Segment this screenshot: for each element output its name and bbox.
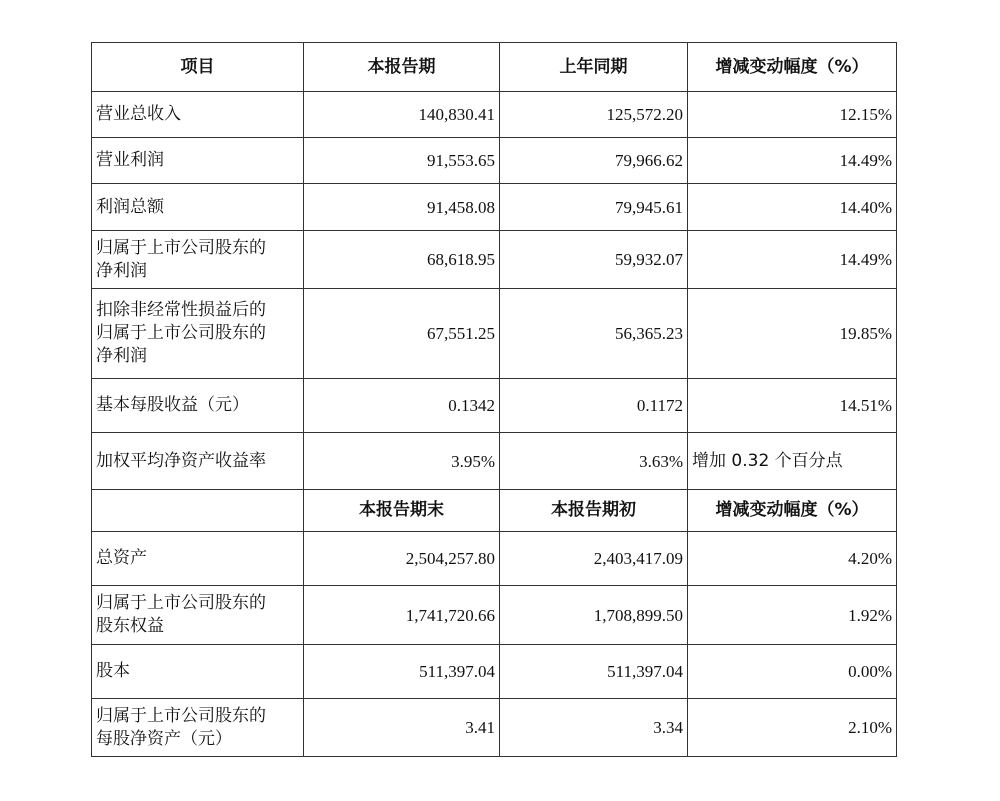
row-label: 营业利润 xyxy=(92,138,304,184)
prior-value: 2,403,417.09 xyxy=(500,532,688,586)
table-header-row xyxy=(92,43,897,92)
prior-value: 125,572.20 xyxy=(500,92,688,138)
prior-value: 79,966.62 xyxy=(500,138,688,184)
row-label: 利润总额 xyxy=(92,184,304,231)
row-label-line: 净利润 xyxy=(96,346,147,366)
table-row xyxy=(92,379,897,433)
current-value: 140,830.41 xyxy=(304,92,500,138)
column-header-change-pct: 增减变动幅度（%） xyxy=(688,43,897,92)
table-row xyxy=(92,699,897,757)
row-label-line: 归属于上市公司股东的 xyxy=(96,593,266,613)
current-value: 67,551.25 xyxy=(304,289,500,379)
prior-value: 0.1172 xyxy=(500,379,688,433)
current-value: 2,504,257.80 xyxy=(304,532,500,586)
column-header-period-end: 本报告期末 xyxy=(304,490,500,532)
current-value: 0.1342 xyxy=(304,379,500,433)
current-value: 3.41 xyxy=(304,699,500,757)
row-label-line: 归属于上市公司股东的 xyxy=(96,237,266,258)
financial-summary-table xyxy=(91,42,897,757)
row-label xyxy=(92,586,304,645)
row-label xyxy=(92,231,304,289)
row-label: 基本每股收益（元） xyxy=(92,379,304,433)
table-row xyxy=(92,231,897,289)
change-value: 19.85% xyxy=(688,289,897,379)
change-value: 1.92% xyxy=(688,586,897,645)
change-value: 0.00% xyxy=(688,645,897,699)
change-value: 4.20% xyxy=(688,532,897,586)
change-value: 2.10% xyxy=(688,699,897,757)
prior-value: 1,708,899.50 xyxy=(500,586,688,645)
table-row xyxy=(92,184,897,231)
current-value: 68,618.95 xyxy=(304,231,500,289)
row-label: 营业总收入 xyxy=(92,92,304,138)
column-header-current-period: 本报告期 xyxy=(304,43,500,92)
table-subheader-row xyxy=(92,490,897,532)
change-value: 增加 0.32 个百分点 xyxy=(688,433,897,490)
row-label: 总资产 xyxy=(92,532,304,586)
prior-value: 56,365.23 xyxy=(500,289,688,379)
row-label xyxy=(92,699,304,757)
current-value: 91,458.08 xyxy=(304,184,500,231)
row-label-line: 每股净资产（元） xyxy=(96,728,232,749)
current-value: 511,397.04 xyxy=(304,645,500,699)
table-row xyxy=(92,138,897,184)
current-value: 3.95% xyxy=(304,433,500,490)
prior-value: 3.63% xyxy=(500,433,688,490)
current-value: 91,553.65 xyxy=(304,138,500,184)
column-header-period-start: 本报告期初 xyxy=(500,490,688,532)
current-value: 1,741,720.66 xyxy=(304,586,500,645)
table-row xyxy=(92,433,897,490)
change-value: 14.40% xyxy=(688,184,897,231)
row-label-line: 股东权益 xyxy=(96,616,164,636)
prior-value: 511,397.04 xyxy=(500,645,688,699)
change-value: 14.51% xyxy=(688,379,897,433)
row-label-line: 归属于上市公司股东的 xyxy=(96,323,266,343)
table-row xyxy=(92,92,897,138)
change-value: 12.15% xyxy=(688,92,897,138)
table-row xyxy=(92,586,897,645)
table-row xyxy=(92,645,897,699)
row-label-line: 归属于上市公司股东的 xyxy=(96,705,266,726)
table-row xyxy=(92,532,897,586)
table-row xyxy=(92,289,897,379)
row-label-line: 扣除非经常性损益后的 xyxy=(96,300,266,320)
row-label: 加权平均净资产收益率 xyxy=(92,433,304,490)
prior-value: 79,945.61 xyxy=(500,184,688,231)
prior-value: 59,932.07 xyxy=(500,231,688,289)
row-label xyxy=(92,289,304,379)
column-header-blank xyxy=(92,490,304,532)
change-value: 14.49% xyxy=(688,138,897,184)
column-header-change-pct: 增减变动幅度（%） xyxy=(688,490,897,532)
column-header-item: 项目 xyxy=(92,43,304,92)
row-label: 股本 xyxy=(92,645,304,699)
change-value: 14.49% xyxy=(688,231,897,289)
prior-value: 3.34 xyxy=(500,699,688,757)
column-header-prior-period: 上年同期 xyxy=(500,43,688,92)
row-label-line: 净利润 xyxy=(96,260,147,281)
